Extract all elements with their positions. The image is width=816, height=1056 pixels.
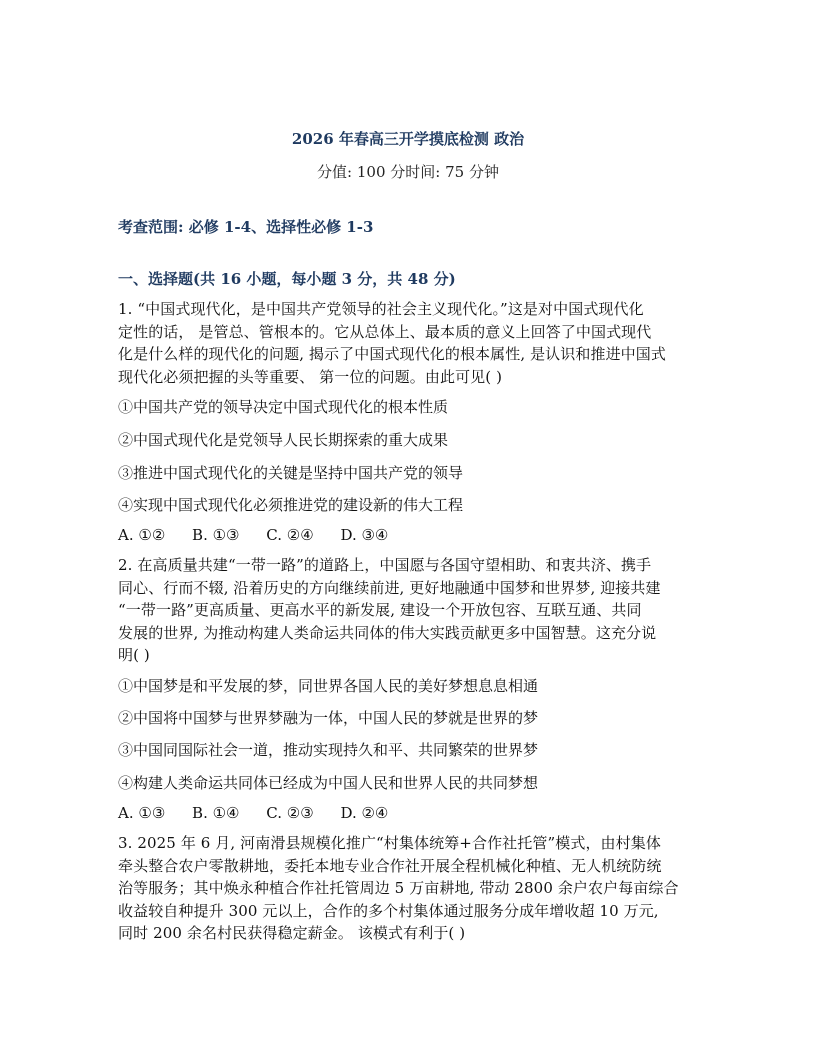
question-2-stem xyxy=(118,554,702,667)
stem-line: 同时 200 余名村民获得稳定薪金。 该模式有利于( ) xyxy=(118,924,466,942)
stem-line: 化是什么样的现代化的问题, 揭示了中国式现代化的根本属性, 是认识和推进中国式 xyxy=(118,345,666,363)
stem-line: 定性的话， 是管总、管根本的。它从总体上、最本质的意义上回答了中国式现代 xyxy=(118,322,652,341)
choice-c: C. ②③ xyxy=(266,804,314,822)
stem-line: 治等服务；其中焕永种植合作社托管周边 5 万亩耕地, 带动 2800 余户农户每亩综合 xyxy=(118,879,679,897)
question-2-statement-2: ②中国将中国梦与世界梦融为一体，中国人民的梦就是世界的梦 xyxy=(118,709,539,727)
choice-b: B. ①③ xyxy=(192,526,240,544)
stem-line: 明( ) xyxy=(118,646,150,664)
question-2-statement-4: ④构建人类命运共同体已经成为中国人民和世界人民的共同梦想 xyxy=(118,774,539,792)
stem-line: 牵头整合农户零散耕地，委托本地专业合作社开展全程机械化种植、无人机统防统 xyxy=(118,856,662,875)
choice-a: A. ①③ xyxy=(118,804,166,822)
choice-d: D. ②④ xyxy=(340,804,389,822)
choice-d: D. ③④ xyxy=(340,526,389,544)
question-1-statement-3: ③推进中国式现代化的关键是坚持中国共产党的领导 xyxy=(118,464,464,482)
stem-line: 收益较自种提升 300 元以上，合作的多个村集体通过服务分成年增收超 10 万元, xyxy=(118,901,659,920)
stem-line: 1. “中国式现代化，是中国共产党领导的社会主义现代化。”这是对中国式现代化 xyxy=(118,300,644,318)
question-1-choices xyxy=(118,526,410,544)
choice-c: C. ②④ xyxy=(266,526,314,544)
question-3-stem xyxy=(118,832,702,945)
question-1-statement-4: ④实现中国式现代化必须推进党的建设新的伟大工程 xyxy=(118,496,464,514)
question-2-statement-3: ③中国同国际社会一道，推动实现持久和平、共同繁荣的世界梦 xyxy=(118,741,539,759)
choice-b: B. ①④ xyxy=(192,804,240,822)
stem-line: 发展的世界, 为推动构建人类命运共同体的伟大实践贡献更多中国智慧。这充分说 xyxy=(118,623,657,642)
stem-line: 同心、行而不辍, 沿着历史的方向继续前进, 更好地融通中国梦和世界梦, 迎接共建 xyxy=(118,578,661,597)
stem-line: 现代化必须把握的头等重要、 第一位的问题。由此可见( ) xyxy=(118,367,503,386)
question-2-statement-1: ①中国梦是和平发展的梦，同世界各国人民的美好梦想息息相通 xyxy=(118,677,539,695)
stem-line: 2. 在高质量共建“一带一路”的道路上，中国愿与各国守望相助、和衷共济、携手 xyxy=(118,556,652,574)
stem-line: “一带一路”更高质量、更高水平的新发展, 建设一个开放包容、互联互通、共同 xyxy=(118,601,642,619)
exam-subtitle: 分值: 100 分时间: 75 分钟 xyxy=(317,163,499,181)
question-1-stem xyxy=(118,298,702,388)
question-1-statement-1: ①中国共产党的领导决定中国式现代化的根本性质 xyxy=(118,398,449,416)
exam-title: 2026 年春高三开学摸底检测 政治 xyxy=(291,130,525,148)
question-1-statement-2: ②中国式现代化是党领导人民长期探索的重大成果 xyxy=(118,431,449,449)
choice-a: A. ①② xyxy=(118,526,166,544)
stem-line: 3. 2025 年 6 月, 河南滑县规模化推广“村集体统筹+合作社托管”模式，由村集体 xyxy=(118,834,661,852)
question-2-choices xyxy=(118,804,410,822)
exam-scope: 考查范围: 必修 1-4、选择性必修 1-3 xyxy=(118,218,374,236)
section-heading: 一、选择题(共 16 小题，每小题 3 分，共 48 分) xyxy=(118,270,456,288)
